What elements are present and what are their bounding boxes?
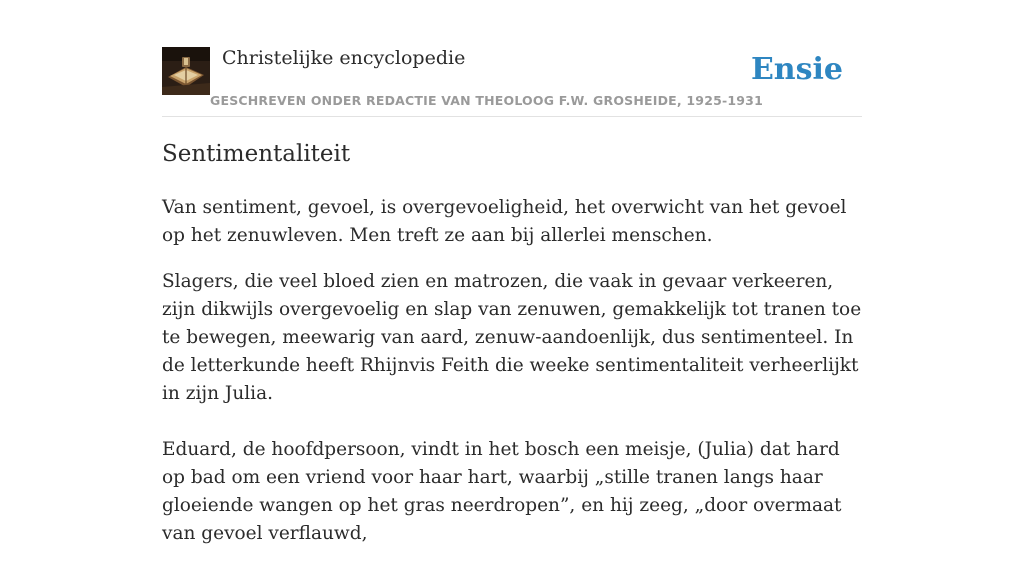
article-paragraph: Eduard, de hoofdpersoon, vindt in het bosch een meisje, (Julia) dat hard op bad om een vriend voor haar hart, waarbij „stille tranen langs haar gloeiende wangen op het gras neerdropen”, en hij zeeg, „door overmaat van gevoel verflauwd, xyxy=(162,439,842,544)
article xyxy=(162,138,862,566)
article-paragraph: Slagers, die veel bloed zien en matrozen, die vaak in gevaar verkeeren, zijn dikwijls overgevoelig en slap van zenuwen, gemakkelijk tot tranen toe te bewegen, meewarig van aard, zenuw-aandoenlijk, dus sentimenteel. In de letterkunde heeft Rhijnvis Feith die weeke sentimentaliteit verheerlijkt in zijn Julia. xyxy=(162,271,862,404)
avatar[interactable] xyxy=(162,47,210,95)
article-paragraph: Van sentiment, gevoel, is overgevoeligheid, het overwicht van het gevoel op het zenuwleven. Men treft ze aan bij allerlei menschen. xyxy=(162,197,847,246)
site-header xyxy=(162,46,862,117)
brand-logo-link[interactable]: Ensie xyxy=(750,52,843,87)
book-photo-avatar-icon xyxy=(162,47,210,95)
article-title: Sentimentaliteit xyxy=(162,141,351,167)
site-title[interactable]: Christelijke encyclopedie xyxy=(222,47,466,69)
site-subtitle: GESCHREVEN ONDER REDACTIE VAN THEOLOOG F.W. GROSHEIDE, 1925-1931 xyxy=(210,93,763,108)
